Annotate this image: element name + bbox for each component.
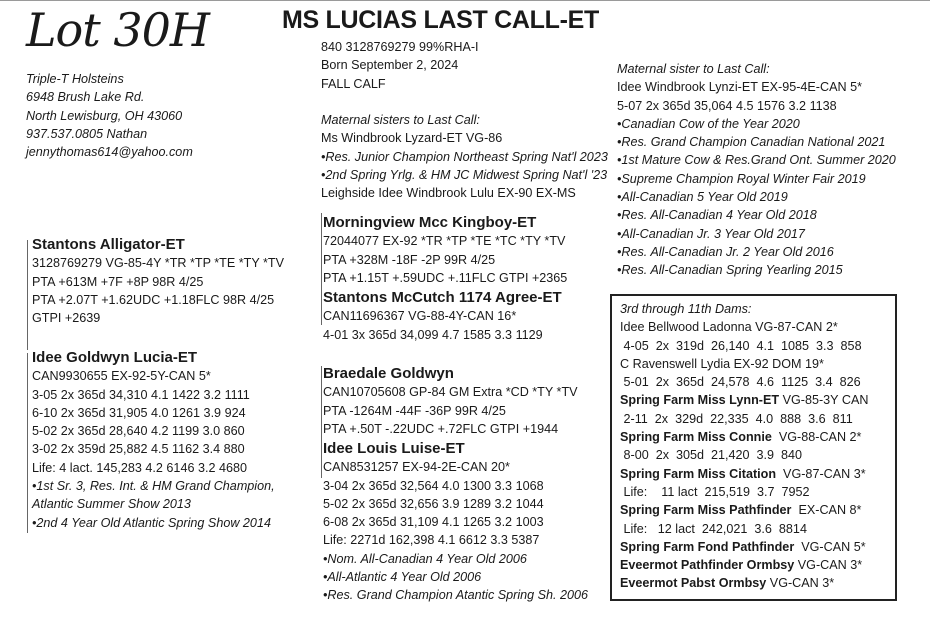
dam-ancestor-classification: VG-CAN 5* xyxy=(794,539,866,554)
sister2-award: •Supreme Champion Royal Winter Fair 2019 xyxy=(617,171,866,186)
dam-sire-detail: PTA +.50T -.22UDC +.72FLC GTPI +1944 xyxy=(323,421,559,436)
dam-dam-detail: CAN8531257 EX-94-2E-CAN 20* xyxy=(323,460,510,475)
dam-block xyxy=(32,349,275,532)
sister-name: Leighside Idee Windbrook Lulu EX-90 EX-MS xyxy=(321,186,576,201)
dam-sire-detail: CAN10705608 GP-84 GM Extra *CD *TY *TV xyxy=(323,385,578,400)
dam-dam-name: Idee Louis Luise-ET xyxy=(323,440,465,457)
sister2-record: 5-07 2x 365d 35,064 4.5 1576 3.2 1138 xyxy=(617,98,837,113)
sister2-award: •All-Canadian Jr. 3 Year Old 2017 xyxy=(617,226,805,241)
sisters-header: Maternal sisters to Last Call: xyxy=(321,113,480,127)
sister-name: Ms Windbrook Lyzard-ET VG-86 xyxy=(321,131,503,146)
dam-ancestor-classification: EX-CAN 8* xyxy=(791,503,862,518)
dam-dam-block xyxy=(323,440,588,605)
sister-award: •Res. Junior Champion Northeast Spring Nat'l 2023 xyxy=(321,149,608,164)
dam-ancestor-name: Idee Bellwood Ladonna VG-87-CAN 2* xyxy=(620,320,838,335)
sister2-award: •All-Canadian 5 Year Old 2019 xyxy=(617,190,788,205)
owner-phone: 937.537.0805 Nathan xyxy=(26,126,148,141)
dam-ancestor-name xyxy=(620,501,868,519)
dam-ancestor-name xyxy=(620,538,868,556)
dam-ancestor-classification: VG-87-CAN 3* xyxy=(776,466,866,481)
dam-sire-detail: PTA -1264M -44F -36P 99R 4/25 xyxy=(323,403,506,418)
dam-ancestor-record: 4-05 2x 319d 26,140 4.1 1085 3.3 858 xyxy=(620,338,862,353)
dam-dam-record: 3-04 2x 365d 32,564 4.0 1300 3.3 1068 xyxy=(323,478,544,493)
dam-dam-record: 6-08 2x 365d 31,109 4.1 1265 3.2 1003 xyxy=(323,515,544,530)
dam-dam-lifetime: Life: 2271d 162,398 4.1 6612 3.3 5387 xyxy=(323,533,540,548)
sire-name: Stantons Alligator-ET xyxy=(32,236,185,253)
dam-ancestor-record: Life: 11 lact 215,519 3.7 7952 xyxy=(620,484,810,499)
sire-sire-detail: PTA +1.15T +.59UDC +.11FLC GTPI +2365 xyxy=(323,270,568,285)
dam-sire-block xyxy=(323,365,578,438)
sister2-header: Maternal sister to Last Call: xyxy=(617,62,770,76)
dam-ancestor-name-text: Eveermot Pabst Ormbsy xyxy=(620,576,767,591)
sire-sire-block xyxy=(323,214,567,287)
dam-ancestor-record: 2-11 2x 329d 22,335 4.0 888 3.6 811 xyxy=(620,411,853,426)
animal-info xyxy=(321,38,479,93)
lot-number: Lot 30H xyxy=(26,3,209,57)
dam-ancestor-name xyxy=(620,428,868,446)
sire-parents-bracket-line xyxy=(321,213,322,325)
dam-ancestor-name-text: Spring Farm Miss Citation xyxy=(620,466,777,481)
dam-dam-award: •Res. Grand Champion Atantic Spring Sh. 2006 xyxy=(323,588,589,603)
owner-block xyxy=(26,70,193,161)
dam-detail: CAN9930655 EX-92-5Y-CAN 5* xyxy=(32,369,211,384)
sister2-award: •Canadian Cow of the Year 2020 xyxy=(617,116,800,131)
dam-record: 3-05 2x 365d 34,310 4.1 1422 3.2 1111 xyxy=(32,387,250,402)
sire-bracket-line xyxy=(27,240,28,350)
dam-ancestor-name-text: Spring Farm Miss Lynn-ET xyxy=(620,393,780,408)
maternal-sister-lynzi xyxy=(617,60,896,280)
dam-record: 5-02 2x 365d 28,640 4.2 1199 3.0 860 xyxy=(32,424,245,439)
maternal-sisters xyxy=(321,111,608,202)
sister2-award: •Res. All-Canadian 4 Year Old 2018 xyxy=(617,208,817,223)
dam-lifetime: Life: 4 lact. 145,283 4.2 6146 3.2 4680 xyxy=(32,460,247,475)
dam-ancestor-name xyxy=(620,391,868,409)
dam-dam-award: •All-Atlantic 4 Year Old 2006 xyxy=(323,570,482,585)
dam-ancestor-name-text: Spring Farm Fond Pathfinder xyxy=(620,539,795,554)
animal-born: Born September 2, 2024 xyxy=(321,58,459,73)
dam-award: •1st Sr. 3, Res. Int. & HM Grand Champion, xyxy=(32,479,275,494)
dam-ancestor-record: Life: 12 lact 242,021 3.6 8814 xyxy=(620,521,807,536)
sire-dam-name: Stantons McCutch 1174 Agree-ET xyxy=(323,289,562,306)
animal-title: MS LUCIAS LAST CALL-ET xyxy=(282,6,599,34)
dam-ancestor-classification: VG-CAN 3* xyxy=(794,558,863,573)
dams-box-header: 3rd through 11th Dams: xyxy=(620,302,752,316)
dam-bracket-line xyxy=(27,353,28,533)
sire-detail: GTPI +2639 xyxy=(32,311,101,326)
sire-dam-detail: CAN11696367 VG-88-4Y-CAN 16* xyxy=(323,309,517,324)
sire-detail: PTA +2.07T +1.62UDC +1.18FLC 98R 4/25 xyxy=(32,292,275,307)
dam-ancestor-name xyxy=(620,574,868,592)
sister-award: •2nd Spring Yrlg. & HM JC Midwest Spring Nat'l '23 xyxy=(321,167,608,182)
dam-ancestor-name-text: Eveermot Pathfinder Ormbsy xyxy=(620,558,795,573)
owner-address: 6948 Brush Lake Rd. xyxy=(26,90,145,105)
dam-ancestor-classification: VG-88-CAN 2* xyxy=(771,430,862,445)
sister2-name: Idee Windbrook Lynzi-ET EX-95-4E-CAN 5* xyxy=(617,80,862,95)
sire-detail: 3128769279 VG-85-4Y *TR *TP *TE *TY *TV xyxy=(32,256,285,271)
dam-ancestor-name xyxy=(620,465,868,483)
owner-city: North Lewisburg, OH 43060 xyxy=(26,108,183,123)
sire-sire-detail: 72044077 EX-92 *TR *TP *TE *TC *TY *TV xyxy=(323,234,566,249)
sire-detail: PTA +613M +7F +8P 98R 4/25 xyxy=(32,274,204,289)
sister2-award: •Res. Grand Champion Canadian National 2021 xyxy=(617,135,886,150)
top-rule xyxy=(0,0,930,1)
sire-sire-detail: PTA +328M -18F -2P 99R 4/25 xyxy=(323,252,496,267)
dam-record: 6-10 2x 365d 31,905 4.0 1261 3.9 924 xyxy=(32,405,246,420)
sire-block xyxy=(32,236,284,327)
sister2-award: •Res. All-Canadian Jr. 2 Year Old 2016 xyxy=(617,244,834,259)
animal-id: 840 3128769279 99%RHA-I xyxy=(321,40,479,54)
animal-class: FALL CALF xyxy=(321,76,386,91)
dam-sire-name: Braedale Goldwyn xyxy=(323,365,454,382)
dam-ancestor-record: 5-01 2x 365d 24,578 4.6 1125 3.4 826 xyxy=(620,375,861,390)
dam-ancestor-name-text: Spring Farm Miss Pathfinder xyxy=(620,503,792,518)
dam-ancestor-name xyxy=(620,556,868,574)
owner-email: jennythomas614@yahoo.com xyxy=(26,145,193,160)
sire-dam-block xyxy=(323,289,562,344)
sister2-award: •1st Mature Cow & Res.Grand Ont. Summer 2020 xyxy=(617,153,896,168)
sire-sire-name: Morningview Mcc Kingboy-ET xyxy=(323,214,537,231)
dam-award: Atlantic Summer Show 2013 xyxy=(32,497,191,512)
dam-ancestor-classification: VG-CAN 3* xyxy=(766,576,835,591)
sire-dam-record: 4-01 3x 365d 34,099 4.7 1585 3.3 1129 xyxy=(323,327,543,342)
dam-ancestor-name-text: Spring Farm Miss Connie xyxy=(620,430,772,445)
dam-dam-award: •Nom. All-Canadian 4 Year Old 2006 xyxy=(323,551,527,566)
dam-ancestor-classification: VG-85-3Y CAN xyxy=(779,393,869,408)
dam-award: •2nd 4 Year Old Atlantic Spring Show 2014 xyxy=(32,515,271,530)
sister2-award: •Res. All-Canadian Spring Yearling 2015 xyxy=(617,263,843,278)
dams-box-content xyxy=(620,300,868,593)
dam-dam-record: 5-02 2x 365d 32,656 3.9 1289 3.2 1044 xyxy=(323,496,544,511)
owner-farm: Triple-T Holsteins xyxy=(26,72,124,86)
dam-record: 3-02 2x 359d 25,882 4.5 1162 3.4 880 xyxy=(32,442,245,457)
dam-parents-bracket-line xyxy=(321,366,322,478)
dam-ancestor-name: C Ravenswell Lydia EX-92 DOM 19* xyxy=(620,356,824,371)
dam-ancestor-record: 8-00 2x 305d 21,420 3.9 840 xyxy=(620,448,803,463)
dam-name: Idee Goldwyn Lucia-ET xyxy=(32,349,198,366)
